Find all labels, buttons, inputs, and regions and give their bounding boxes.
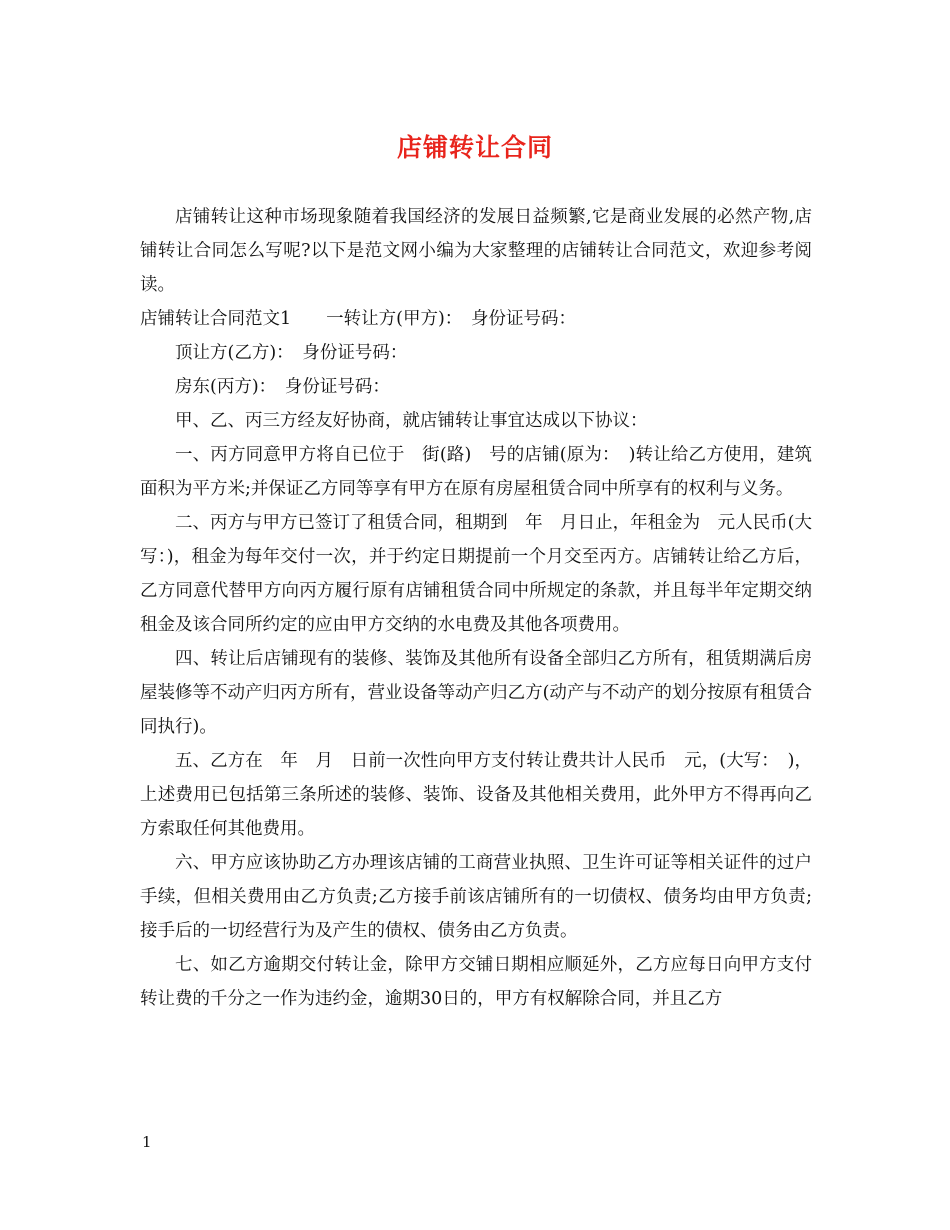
page-number: 1 [142, 1133, 152, 1151]
paragraph-clause-7: 七、如乙方逾期交付转让金，除甲方交铺日期相应顺延外，乙方应每日向甲方支付转让费的千分之一作为违约金，逾期30日的，甲方有权解除合同，并且乙方 [140, 955, 812, 1009]
paragraph-clause-4: 四、转让后店铺现有的装修、装饰及其他所有设备全部归乙方所有，租赁期满后房屋装修等不动产归丙方所有，营业设备等动产归乙方(动产与不动产的划分按原有租赁合同执行)。 [140, 649, 812, 737]
document-title: 店铺转让合同 [396, 133, 553, 162]
paragraph-clause-5: 五、乙方在 年 月 日前一次性向甲方支付转让费共计人民币 元，(大写： )，上述费用已包括第三条所述的装修、装饰、设备及其他相关费用，此外甲方不得再向乙方索取任何其他费用。 [140, 751, 812, 839]
paragraph-clause-6: 六、甲方应该协助乙方办理该店铺的工商营业执照、卫生许可证等相关证件的过户手续，但相关费用由乙方负责;乙方接手前该店铺所有的一切债权、债务均由甲方负责;接手后的一切经营行为及产生的债权、债务由乙方负责。 [140, 853, 812, 941]
paragraph-parties-transferor: 店铺转让合同范文1 一转让方(甲方)： 身份证号码： [140, 309, 577, 329]
paragraph-clause-2: 二、丙方与甲方已签订了租赁合同，租期到 年 月日止，年租金为 元人民币(大写：)，租金为每年交付一次，并于约定日期提前一个月交至丙方。店铺转让给乙方后，乙方同意代替甲方向丙方履行原有店铺租赁合同中所规定的条款，并且每半年定期交纳租金及该合同所约定的应由甲方交纳的水电费及其他各项费用。 [140, 513, 812, 635]
document-body [140, 200, 812, 1016]
paragraph-clause-1: 一、丙方同意甲方将自已位于 街(路) 号的店铺(原为： )转让给乙方使用，建筑面积为平方米;并保证乙方同等享有甲方在原有房屋租赁合同中所享有的权利与义务。 [140, 445, 812, 499]
paragraph-agreement-intro: 甲、乙、丙三方经友好协商，就店铺转让事宜达成以下协议： [175, 411, 648, 431]
paragraph-parties-transferee: 顶让方(乙方)： 身份证号码： [175, 343, 408, 363]
paragraph-parties-landlord: 房东(丙方)： 身份证号码： [175, 377, 390, 397]
paragraph-intro: 店铺转让这种市场现象随着我国经济的发展日益频繁,它是商业发展的必然产物,店铺转让合同怎么写呢?以下是范文网小编为大家整理的店铺转让合同范文，欢迎参考阅读。 [140, 207, 812, 295]
